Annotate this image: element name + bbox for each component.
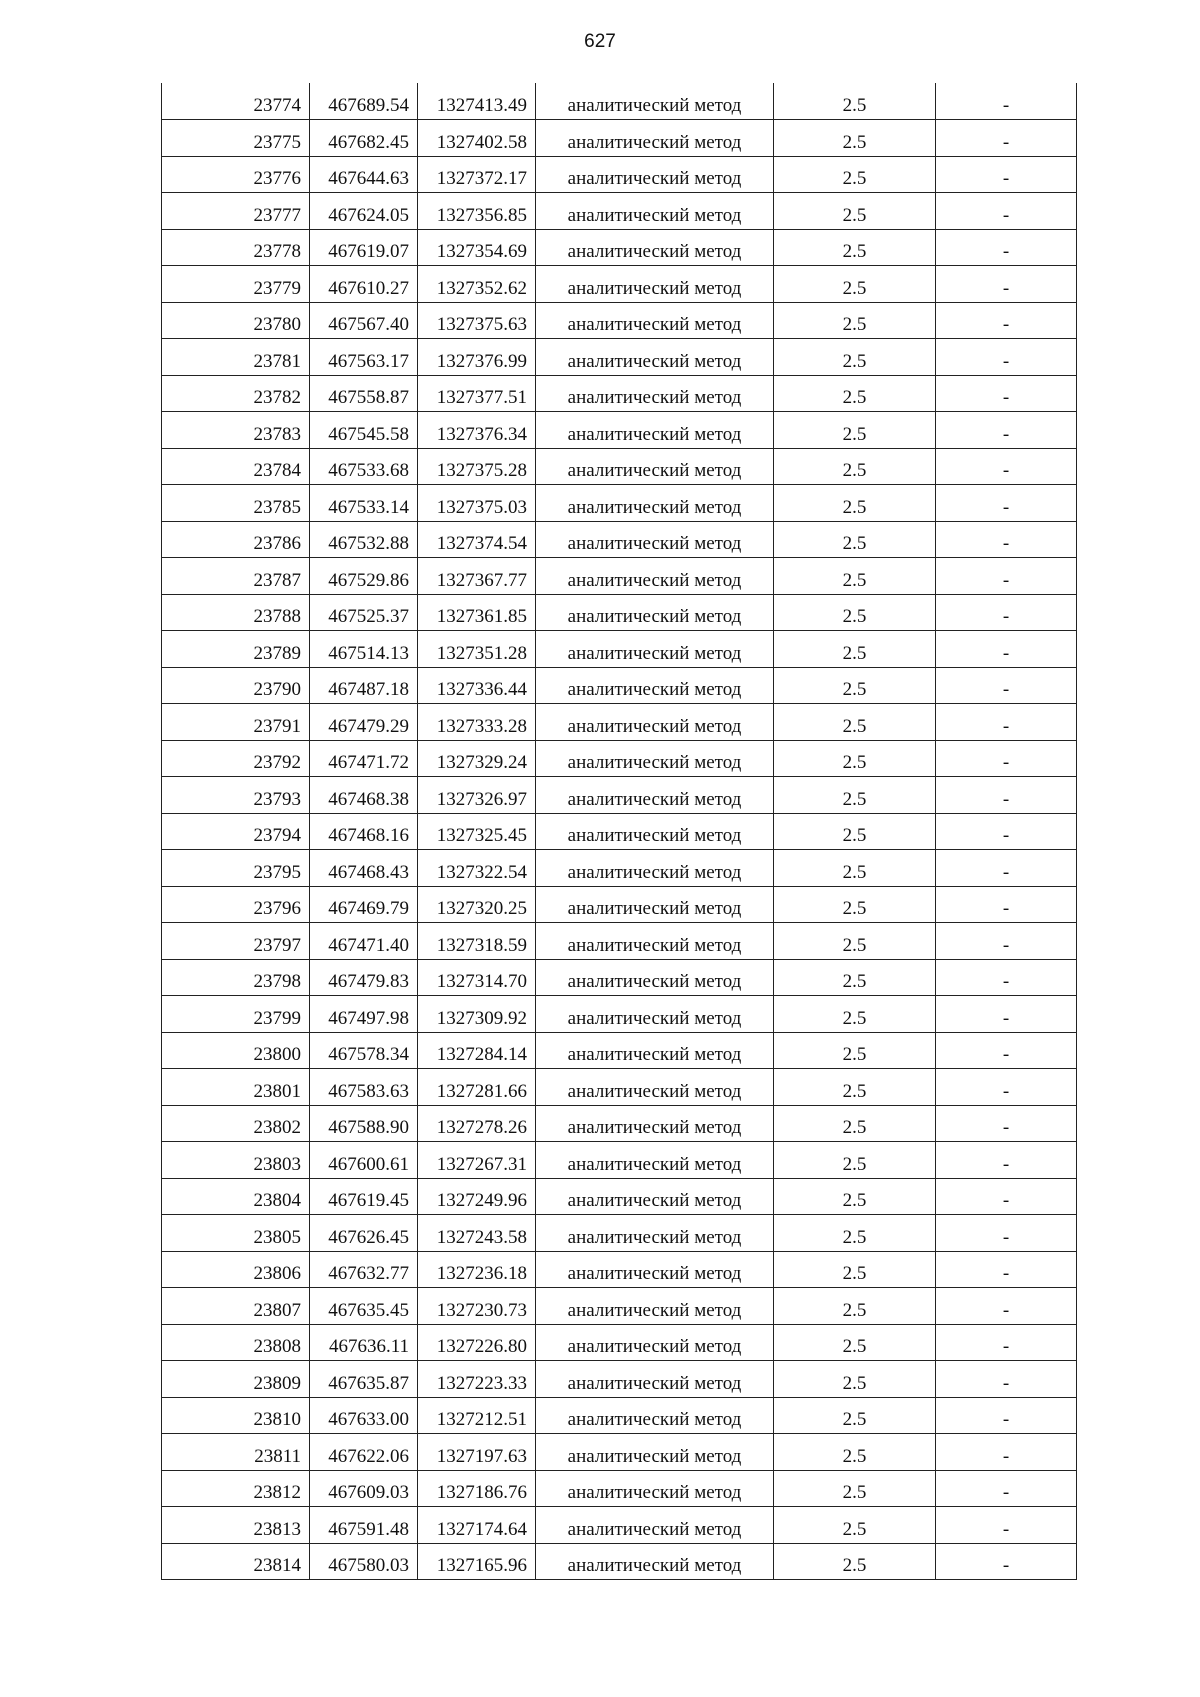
table-row: [162, 1543, 1077, 1580]
description-cell: -: [936, 1470, 1077, 1507]
description-cell: -: [936, 1142, 1077, 1179]
method-cell: аналитический метод: [536, 1032, 774, 1069]
point-number-cell: 23791: [162, 704, 310, 741]
description-cell: -: [936, 302, 1077, 339]
description-cell: -: [936, 1288, 1077, 1325]
table-row: [162, 83, 1077, 120]
point-number-cell: 23803: [162, 1142, 310, 1179]
y-coordinate-cell: 1327325.45: [418, 813, 536, 850]
method-cell: аналитический метод: [536, 1543, 774, 1580]
table-row: [162, 521, 1077, 558]
x-coordinate-cell: 467468.43: [310, 850, 418, 887]
table-row: [162, 1288, 1077, 1325]
accuracy-cell: 2.5: [774, 1397, 936, 1434]
y-coordinate-cell: 1327367.77: [418, 558, 536, 595]
y-coordinate-cell: 1327223.33: [418, 1361, 536, 1398]
x-coordinate-cell: 467514.13: [310, 631, 418, 668]
method-cell: аналитический метод: [536, 667, 774, 704]
page-number: 627: [584, 31, 616, 52]
description-cell: -: [936, 193, 1077, 230]
y-coordinate-cell: 1327376.34: [418, 412, 536, 449]
y-coordinate-cell: 1327314.70: [418, 959, 536, 996]
method-cell: аналитический метод: [536, 485, 774, 522]
method-cell: аналитический метод: [536, 631, 774, 668]
accuracy-cell: 2.5: [774, 485, 936, 522]
point-number-cell: 23774: [162, 83, 310, 120]
method-cell: аналитический метод: [536, 1361, 774, 1398]
point-number-cell: 23796: [162, 886, 310, 923]
point-number-cell: 23809: [162, 1361, 310, 1398]
accuracy-cell: 2.5: [774, 704, 936, 741]
accuracy-cell: 2.5: [774, 740, 936, 777]
x-coordinate-cell: 467588.90: [310, 1105, 418, 1142]
description-cell: -: [936, 339, 1077, 376]
table-row: [162, 229, 1077, 266]
description-cell: -: [936, 923, 1077, 960]
method-cell: аналитический метод: [536, 375, 774, 412]
y-coordinate-cell: 1327352.62: [418, 266, 536, 303]
x-coordinate-cell: 467600.61: [310, 1142, 418, 1179]
x-coordinate-cell: 467635.87: [310, 1361, 418, 1398]
x-coordinate-cell: 467626.45: [310, 1215, 418, 1252]
point-number-cell: 23810: [162, 1397, 310, 1434]
table-row: [162, 558, 1077, 595]
description-cell: -: [936, 813, 1077, 850]
method-cell: аналитический метод: [536, 521, 774, 558]
y-coordinate-cell: 1327351.28: [418, 631, 536, 668]
method-cell: аналитический метод: [536, 1142, 774, 1179]
description-cell: -: [936, 1215, 1077, 1252]
method-cell: аналитический метод: [536, 996, 774, 1033]
accuracy-cell: 2.5: [774, 1288, 936, 1325]
x-coordinate-cell: 467487.18: [310, 667, 418, 704]
description-cell: -: [936, 704, 1077, 741]
table-row: [162, 1069, 1077, 1106]
point-number-cell: 23804: [162, 1178, 310, 1215]
method-cell: аналитический метод: [536, 1178, 774, 1215]
accuracy-cell: 2.5: [774, 631, 936, 668]
table-row: [162, 777, 1077, 814]
description-cell: -: [936, 777, 1077, 814]
description-cell: -: [936, 996, 1077, 1033]
accuracy-cell: 2.5: [774, 448, 936, 485]
point-number-cell: 23777: [162, 193, 310, 230]
y-coordinate-cell: 1327212.51: [418, 1397, 536, 1434]
method-cell: аналитический метод: [536, 1215, 774, 1252]
method-cell: аналитический метод: [536, 923, 774, 960]
x-coordinate-cell: 467591.48: [310, 1507, 418, 1544]
y-coordinate-cell: 1327375.03: [418, 485, 536, 522]
method-cell: аналитический метод: [536, 266, 774, 303]
y-coordinate-cell: 1327356.85: [418, 193, 536, 230]
point-number-cell: 23782: [162, 375, 310, 412]
x-coordinate-cell: 467682.45: [310, 120, 418, 157]
y-coordinate-cell: 1327361.85: [418, 594, 536, 631]
y-coordinate-cell: 1327402.58: [418, 120, 536, 157]
table-row: [162, 1105, 1077, 1142]
accuracy-cell: 2.5: [774, 266, 936, 303]
y-coordinate-cell: 1327354.69: [418, 229, 536, 266]
table-row: [162, 959, 1077, 996]
x-coordinate-cell: 467469.79: [310, 886, 418, 923]
table-row: [162, 412, 1077, 449]
point-number-cell: 23789: [162, 631, 310, 668]
x-coordinate-cell: 467622.06: [310, 1434, 418, 1471]
description-cell: -: [936, 156, 1077, 193]
table-row: [162, 485, 1077, 522]
method-cell: аналитический метод: [536, 813, 774, 850]
y-coordinate-cell: 1327309.92: [418, 996, 536, 1033]
accuracy-cell: 2.5: [774, 1178, 936, 1215]
point-number-cell: 23813: [162, 1507, 310, 1544]
table-row: [162, 850, 1077, 887]
description-cell: -: [936, 120, 1077, 157]
y-coordinate-cell: 1327329.24: [418, 740, 536, 777]
accuracy-cell: 2.5: [774, 594, 936, 631]
y-coordinate-cell: 1327230.73: [418, 1288, 536, 1325]
point-number-cell: 23808: [162, 1324, 310, 1361]
method-cell: аналитический метод: [536, 302, 774, 339]
x-coordinate-cell: 467468.16: [310, 813, 418, 850]
accuracy-cell: 2.5: [774, 521, 936, 558]
accuracy-cell: 2.5: [774, 1543, 936, 1580]
accuracy-cell: 2.5: [774, 1324, 936, 1361]
point-number-cell: 23794: [162, 813, 310, 850]
x-coordinate-cell: 467609.03: [310, 1470, 418, 1507]
accuracy-cell: 2.5: [774, 1069, 936, 1106]
x-coordinate-cell: 467578.34: [310, 1032, 418, 1069]
table-row: [162, 667, 1077, 704]
point-number-cell: 23799: [162, 996, 310, 1033]
y-coordinate-cell: 1327165.96: [418, 1543, 536, 1580]
accuracy-cell: 2.5: [774, 959, 936, 996]
table-row: [162, 1215, 1077, 1252]
y-coordinate-cell: 1327243.58: [418, 1215, 536, 1252]
description-cell: -: [936, 1324, 1077, 1361]
x-coordinate-cell: 467468.38: [310, 777, 418, 814]
y-coordinate-cell: 1327226.80: [418, 1324, 536, 1361]
accuracy-cell: 2.5: [774, 412, 936, 449]
method-cell: аналитический метод: [536, 1251, 774, 1288]
description-cell: -: [936, 850, 1077, 887]
y-coordinate-cell: 1327174.64: [418, 1507, 536, 1544]
table-row: [162, 704, 1077, 741]
point-number-cell: 23787: [162, 558, 310, 595]
y-coordinate-cell: 1327197.63: [418, 1434, 536, 1471]
coordinates-table-body: [162, 83, 1077, 1580]
method-cell: аналитический метод: [536, 1324, 774, 1361]
table-row: [162, 813, 1077, 850]
method-cell: аналитический метод: [536, 704, 774, 741]
point-number-cell: 23814: [162, 1543, 310, 1580]
x-coordinate-cell: 467624.05: [310, 193, 418, 230]
description-cell: -: [936, 594, 1077, 631]
table-row: [162, 156, 1077, 193]
y-coordinate-cell: 1327320.25: [418, 886, 536, 923]
table-row: [162, 996, 1077, 1033]
accuracy-cell: 2.5: [774, 156, 936, 193]
accuracy-cell: 2.5: [774, 1361, 936, 1398]
table-row: [162, 1397, 1077, 1434]
y-coordinate-cell: 1327413.49: [418, 83, 536, 120]
method-cell: аналитический метод: [536, 120, 774, 157]
method-cell: аналитический метод: [536, 229, 774, 266]
x-coordinate-cell: 467619.07: [310, 229, 418, 266]
point-number-cell: 23790: [162, 667, 310, 704]
description-cell: -: [936, 266, 1077, 303]
x-coordinate-cell: 467533.68: [310, 448, 418, 485]
description-cell: -: [936, 485, 1077, 522]
y-coordinate-cell: 1327236.18: [418, 1251, 536, 1288]
x-coordinate-cell: 467580.03: [310, 1543, 418, 1580]
accuracy-cell: 2.5: [774, 302, 936, 339]
method-cell: аналитический метод: [536, 850, 774, 887]
accuracy-cell: 2.5: [774, 667, 936, 704]
y-coordinate-cell: 1327375.28: [418, 448, 536, 485]
description-cell: -: [936, 886, 1077, 923]
description-cell: -: [936, 1397, 1077, 1434]
accuracy-cell: 2.5: [774, 193, 936, 230]
y-coordinate-cell: 1327281.66: [418, 1069, 536, 1106]
method-cell: аналитический метод: [536, 777, 774, 814]
table-row: [162, 1324, 1077, 1361]
method-cell: аналитический метод: [536, 959, 774, 996]
accuracy-cell: 2.5: [774, 923, 936, 960]
y-coordinate-cell: 1327318.59: [418, 923, 536, 960]
point-number-cell: 23783: [162, 412, 310, 449]
table-row: [162, 886, 1077, 923]
description-cell: -: [936, 375, 1077, 412]
accuracy-cell: 2.5: [774, 1251, 936, 1288]
point-number-cell: 23800: [162, 1032, 310, 1069]
point-number-cell: 23792: [162, 740, 310, 777]
x-coordinate-cell: 467479.83: [310, 959, 418, 996]
y-coordinate-cell: 1327322.54: [418, 850, 536, 887]
description-cell: -: [936, 448, 1077, 485]
point-number-cell: 23806: [162, 1251, 310, 1288]
method-cell: аналитический метод: [536, 886, 774, 923]
point-number-cell: 23785: [162, 485, 310, 522]
table-row: [162, 1434, 1077, 1471]
description-cell: -: [936, 740, 1077, 777]
x-coordinate-cell: 467583.63: [310, 1069, 418, 1106]
description-cell: -: [936, 1434, 1077, 1471]
table-row: [162, 1178, 1077, 1215]
coordinates-table: [161, 83, 1077, 1580]
method-cell: аналитический метод: [536, 558, 774, 595]
table-row: [162, 594, 1077, 631]
point-number-cell: 23797: [162, 923, 310, 960]
description-cell: -: [936, 1251, 1077, 1288]
accuracy-cell: 2.5: [774, 339, 936, 376]
y-coordinate-cell: 1327249.96: [418, 1178, 536, 1215]
x-coordinate-cell: 467633.00: [310, 1397, 418, 1434]
table-row: [162, 375, 1077, 412]
x-coordinate-cell: 467632.77: [310, 1251, 418, 1288]
method-cell: аналитический метод: [536, 193, 774, 230]
y-coordinate-cell: 1327326.97: [418, 777, 536, 814]
point-number-cell: 23805: [162, 1215, 310, 1252]
table-row: [162, 193, 1077, 230]
description-cell: -: [936, 1178, 1077, 1215]
point-number-cell: 23795: [162, 850, 310, 887]
y-coordinate-cell: 1327333.28: [418, 704, 536, 741]
accuracy-cell: 2.5: [774, 229, 936, 266]
method-cell: аналитический метод: [536, 156, 774, 193]
table-row: [162, 120, 1077, 157]
accuracy-cell: 2.5: [774, 886, 936, 923]
accuracy-cell: 2.5: [774, 1105, 936, 1142]
accuracy-cell: 2.5: [774, 777, 936, 814]
method-cell: аналитический метод: [536, 1470, 774, 1507]
method-cell: аналитический метод: [536, 1069, 774, 1106]
y-coordinate-cell: 1327377.51: [418, 375, 536, 412]
accuracy-cell: 2.5: [774, 120, 936, 157]
accuracy-cell: 2.5: [774, 813, 936, 850]
x-coordinate-cell: 467635.45: [310, 1288, 418, 1325]
x-coordinate-cell: 467471.40: [310, 923, 418, 960]
point-number-cell: 23784: [162, 448, 310, 485]
y-coordinate-cell: 1327372.17: [418, 156, 536, 193]
accuracy-cell: 2.5: [774, 1215, 936, 1252]
y-coordinate-cell: 1327374.54: [418, 521, 536, 558]
accuracy-cell: 2.5: [774, 996, 936, 1033]
table-row: [162, 740, 1077, 777]
table-row: [162, 923, 1077, 960]
x-coordinate-cell: 467610.27: [310, 266, 418, 303]
description-cell: -: [936, 959, 1077, 996]
description-cell: -: [936, 1507, 1077, 1544]
method-cell: аналитический метод: [536, 339, 774, 376]
y-coordinate-cell: 1327267.31: [418, 1142, 536, 1179]
point-number-cell: 23776: [162, 156, 310, 193]
accuracy-cell: 2.5: [774, 558, 936, 595]
point-number-cell: 23793: [162, 777, 310, 814]
point-number-cell: 23801: [162, 1069, 310, 1106]
y-coordinate-cell: 1327284.14: [418, 1032, 536, 1069]
point-number-cell: 23811: [162, 1434, 310, 1471]
y-coordinate-cell: 1327278.26: [418, 1105, 536, 1142]
description-cell: -: [936, 1543, 1077, 1580]
description-cell: -: [936, 1032, 1077, 1069]
point-number-cell: 23802: [162, 1105, 310, 1142]
x-coordinate-cell: 467532.88: [310, 521, 418, 558]
x-coordinate-cell: 467525.37: [310, 594, 418, 631]
table-row: [162, 1470, 1077, 1507]
point-number-cell: 23788: [162, 594, 310, 631]
description-cell: -: [936, 1105, 1077, 1142]
x-coordinate-cell: 467567.40: [310, 302, 418, 339]
method-cell: аналитический метод: [536, 594, 774, 631]
accuracy-cell: 2.5: [774, 83, 936, 120]
accuracy-cell: 2.5: [774, 850, 936, 887]
table-row: [162, 266, 1077, 303]
table-row: [162, 339, 1077, 376]
description-cell: -: [936, 412, 1077, 449]
accuracy-cell: 2.5: [774, 375, 936, 412]
description-cell: -: [936, 631, 1077, 668]
method-cell: аналитический метод: [536, 1288, 774, 1325]
table-row: [162, 1142, 1077, 1179]
point-number-cell: 23807: [162, 1288, 310, 1325]
x-coordinate-cell: 467545.58: [310, 412, 418, 449]
description-cell: -: [936, 667, 1077, 704]
description-cell: -: [936, 558, 1077, 595]
point-number-cell: 23775: [162, 120, 310, 157]
accuracy-cell: 2.5: [774, 1032, 936, 1069]
method-cell: аналитический метод: [536, 1507, 774, 1544]
x-coordinate-cell: 467619.45: [310, 1178, 418, 1215]
method-cell: аналитический метод: [536, 448, 774, 485]
method-cell: аналитический метод: [536, 740, 774, 777]
description-cell: -: [936, 83, 1077, 120]
x-coordinate-cell: 467563.17: [310, 339, 418, 376]
x-coordinate-cell: 467636.11: [310, 1324, 418, 1361]
description-cell: -: [936, 229, 1077, 266]
table-row: [162, 1507, 1077, 1544]
point-number-cell: 23780: [162, 302, 310, 339]
table-row: [162, 448, 1077, 485]
x-coordinate-cell: 467471.72: [310, 740, 418, 777]
table-row: [162, 302, 1077, 339]
accuracy-cell: 2.5: [774, 1507, 936, 1544]
x-coordinate-cell: 467689.54: [310, 83, 418, 120]
point-number-cell: 23781: [162, 339, 310, 376]
x-coordinate-cell: 467533.14: [310, 485, 418, 522]
description-cell: -: [936, 521, 1077, 558]
point-number-cell: 23779: [162, 266, 310, 303]
point-number-cell: 23798: [162, 959, 310, 996]
y-coordinate-cell: 1327376.99: [418, 339, 536, 376]
table-row: [162, 631, 1077, 668]
y-coordinate-cell: 1327336.44: [418, 667, 536, 704]
table-row: [162, 1032, 1077, 1069]
description-cell: -: [936, 1361, 1077, 1398]
accuracy-cell: 2.5: [774, 1470, 936, 1507]
x-coordinate-cell: 467558.87: [310, 375, 418, 412]
point-number-cell: 23778: [162, 229, 310, 266]
point-number-cell: 23786: [162, 521, 310, 558]
accuracy-cell: 2.5: [774, 1142, 936, 1179]
method-cell: аналитический метод: [536, 1105, 774, 1142]
accuracy-cell: 2.5: [774, 1434, 936, 1471]
description-cell: -: [936, 1069, 1077, 1106]
method-cell: аналитический метод: [536, 83, 774, 120]
y-coordinate-cell: 1327375.63: [418, 302, 536, 339]
point-number-cell: 23812: [162, 1470, 310, 1507]
y-coordinate-cell: 1327186.76: [418, 1470, 536, 1507]
method-cell: аналитический метод: [536, 1397, 774, 1434]
method-cell: аналитический метод: [536, 1434, 774, 1471]
x-coordinate-cell: 467479.29: [310, 704, 418, 741]
x-coordinate-cell: 467529.86: [310, 558, 418, 595]
method-cell: аналитический метод: [536, 412, 774, 449]
table-row: [162, 1251, 1077, 1288]
table-row: [162, 1361, 1077, 1398]
x-coordinate-cell: 467644.63: [310, 156, 418, 193]
x-coordinate-cell: 467497.98: [310, 996, 418, 1033]
